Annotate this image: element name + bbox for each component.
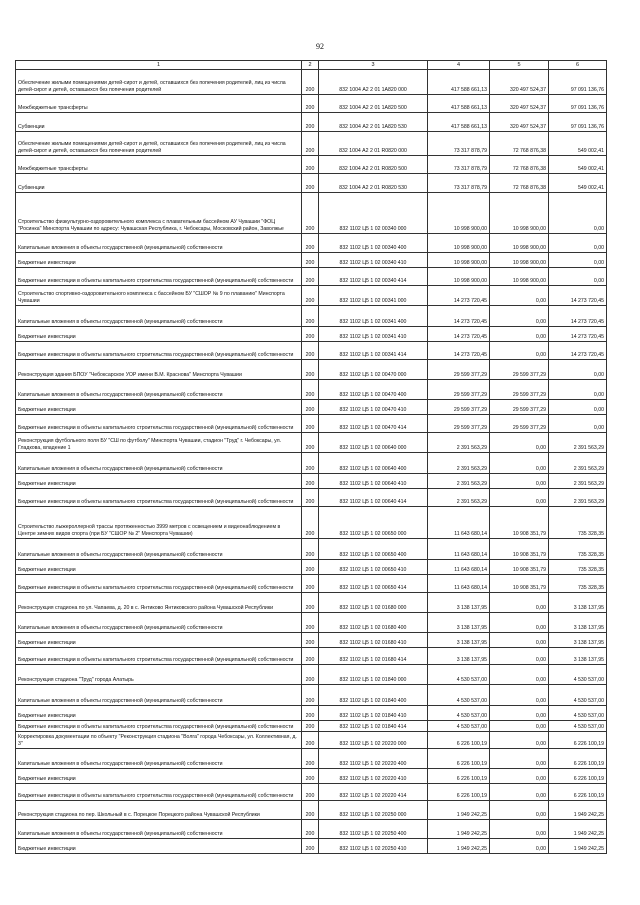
row-value-assigned: 2 391 563,29: [428, 474, 490, 489]
budget-classification-code: 832 1004 А2 2 01 R0820 000: [319, 132, 428, 156]
row-value-unexecuted: 735 328,35: [549, 575, 607, 593]
row-value-executed: 0,00: [490, 342, 549, 360]
row-code-cell: 200: [302, 769, 319, 784]
budget-classification-code: 832 1102 Ц5 1 02 01840 410: [319, 706, 428, 721]
table-row: [16, 400, 607, 415]
table-row: [16, 95, 607, 113]
row-value-executed: 0,00: [490, 839, 549, 854]
row-name-cell: Капитальные вложения в объекты государственной (муниципальной) собственности: [16, 234, 302, 253]
row-code-cell: 200: [302, 685, 319, 706]
row-name-cell: Обеспечение жилыми помещениями детей-сирот и детей, оставшихся без попечения родителей, лиц из числа детей-сирот и детей, оставшихся без попечения родителей: [16, 132, 302, 156]
row-code-cell: 200: [302, 95, 319, 113]
table-row: [16, 342, 607, 360]
row-value-unexecuted: 97 091 136,76: [549, 113, 607, 132]
row-value-unexecuted: 549 002,41: [549, 156, 607, 174]
column-number: 3: [319, 61, 428, 70]
row-name-cell: Бюджетные инвестиции: [16, 769, 302, 784]
row-code-cell: 200: [302, 648, 319, 665]
row-name-cell: Капитальные вложения в объекты государственной (муниципальной) собственности: [16, 380, 302, 400]
row-value-assigned: 2 391 563,29: [428, 453, 490, 474]
row-value-executed: 0,00: [490, 474, 549, 489]
row-value-executed: 0,00: [490, 453, 549, 474]
column-number: 1: [16, 61, 302, 70]
row-name-cell: Бюджетные инвестиции: [16, 253, 302, 268]
table-row: [16, 784, 607, 801]
table-row: [16, 234, 607, 253]
row-value-executed: 10 908 351,79: [490, 575, 549, 593]
row-value-unexecuted: 6 226 100,19: [549, 749, 607, 769]
row-value-assigned: 11 643 680,14: [428, 560, 490, 575]
row-value-executed: 0,00: [490, 820, 549, 839]
row-value-assigned: 10 998 900,00: [428, 234, 490, 253]
row-value-assigned: 29 599 377,29: [428, 415, 490, 433]
row-value-executed: 0,00: [490, 327, 549, 342]
table-row: [16, 70, 607, 95]
row-code-cell: 200: [302, 784, 319, 801]
row-code-cell: 200: [302, 174, 319, 193]
row-code-cell: 200: [302, 132, 319, 156]
budget-classification-code: 832 1102 Ц5 1 02 01840 400: [319, 685, 428, 706]
row-name-cell: Реконструкция стадиона по ул. Чапаева, д. 20 в с. Янтиково Янтиковского района Чувашской Республики: [16, 593, 302, 613]
row-value-executed: 29 599 377,29: [490, 360, 549, 380]
budget-classification-code: 832 1102 Ц5 1 02 00640 410: [319, 474, 428, 489]
row-name-cell: Строительство спортивно-оздоровительного комплекса с бассейном БУ "СШОР № 9 по плаванию" Минспорта Чувашии: [16, 286, 302, 306]
budget-classification-code: 832 1102 Ц5 1 02 00640 000: [319, 433, 428, 453]
column-number: 5: [490, 61, 549, 70]
row-value-executed: 72 768 876,38: [490, 156, 549, 174]
row-value-unexecuted: 549 002,41: [549, 132, 607, 156]
row-value-executed: 10 908 351,79: [490, 560, 549, 575]
table-row: [16, 286, 607, 306]
row-name-cell: Бюджетные инвестиции в объекты капитального строительства государственной (муниципальной) собственности: [16, 489, 302, 507]
budget-classification-code: 832 1102 Ц5 1 02 00340 400: [319, 234, 428, 253]
row-value-assigned: 3 138 137,95: [428, 648, 490, 665]
row-name-cell: Реконструкция здания БПОУ "Чебоксарское УОР имени В.М. Краснова" Минспорта Чувашии: [16, 360, 302, 380]
row-value-assigned: 6 226 100,19: [428, 769, 490, 784]
table-row: [16, 113, 607, 132]
table-row: [16, 489, 607, 507]
row-name-cell: Бюджетные инвестиции в объекты капитального строительства государственной (муниципальной) собственности: [16, 648, 302, 665]
budget-classification-code: 832 1102 Ц5 1 02 20250 000: [319, 801, 428, 820]
row-code-cell: 200: [302, 400, 319, 415]
row-name-cell: Бюджетные инвестиции: [16, 839, 302, 854]
row-value-assigned: 4 530 537,00: [428, 721, 490, 732]
row-value-executed: 0,00: [490, 749, 549, 769]
row-code-cell: 200: [302, 327, 319, 342]
row-value-executed: 10 998 900,00: [490, 253, 549, 268]
row-value-unexecuted: 735 328,35: [549, 507, 607, 539]
row-code-cell: 200: [302, 234, 319, 253]
table-row: [16, 575, 607, 593]
row-value-assigned: 73 317 878,79: [428, 132, 490, 156]
row-value-executed: 29 599 377,29: [490, 380, 549, 400]
row-value-executed: 0,00: [490, 706, 549, 721]
row-value-unexecuted: 1 949 242,25: [549, 839, 607, 854]
row-value-assigned: 4 530 537,00: [428, 665, 490, 685]
budget-classification-code: 832 1004 А2 2 01 1А820 000: [319, 70, 428, 95]
row-value-unexecuted: 0,00: [549, 234, 607, 253]
budget-classification-code: 832 1102 Ц5 1 02 20220 000: [319, 732, 428, 749]
row-code-cell: 200: [302, 474, 319, 489]
row-name-cell: Капитальные вложения в объекты государственной (муниципальной) собственности: [16, 820, 302, 839]
row-value-executed: 320 497 524,37: [490, 113, 549, 132]
row-value-assigned: 29 599 377,29: [428, 380, 490, 400]
row-value-assigned: 29 599 377,29: [428, 360, 490, 380]
column-number: 6: [549, 61, 607, 70]
row-value-assigned: 417 588 661,13: [428, 70, 490, 95]
row-name-cell: Реконструкция стадиона "Труд" города Алатырь: [16, 665, 302, 685]
budget-classification-code: 832 1102 Ц5 1 02 00470 000: [319, 360, 428, 380]
row-value-executed: 10 998 900,00: [490, 268, 549, 286]
row-code-cell: 200: [302, 706, 319, 721]
row-name-cell: Реконструкция стадиона по пер. Школьный в с. Порецкое Порецкого района Чувашской Республики: [16, 801, 302, 820]
row-name-cell: Бюджетные инвестиции: [16, 400, 302, 415]
row-value-unexecuted: 6 226 100,19: [549, 732, 607, 749]
row-value-unexecuted: 3 138 137,95: [549, 593, 607, 613]
row-value-unexecuted: 735 328,35: [549, 539, 607, 560]
row-name-cell: Капитальные вложения в объекты государственной (муниципальной) собственности: [16, 539, 302, 560]
row-value-executed: 0,00: [490, 593, 549, 613]
row-name-cell: Межбюджетные трансферты: [16, 95, 302, 113]
column-number: 2: [302, 61, 319, 70]
budget-classification-code: 832 1102 Ц5 1 02 00341 414: [319, 342, 428, 360]
row-name-cell: Бюджетные инвестиции: [16, 327, 302, 342]
row-name-cell: Обеспечение жилыми помещениями детей-сирот и детей, оставшихся без попечения родителей, лиц из числа детей-сирот и детей, оставшихся без попечения родителей: [16, 70, 302, 95]
row-value-unexecuted: 0,00: [549, 415, 607, 433]
budget-classification-code: 832 1102 Ц5 1 02 20250 410: [319, 839, 428, 854]
row-value-assigned: 14 273 720,45: [428, 327, 490, 342]
row-name-cell: Капитальные вложения в объекты государственной (муниципальной) собственности: [16, 453, 302, 474]
budget-classification-code: 832 1102 Ц5 1 02 00650 400: [319, 539, 428, 560]
budget-classification-code: 832 1102 Ц5 1 02 01680 400: [319, 613, 428, 633]
table-row: [16, 193, 607, 234]
row-name-cell: Бюджетные инвестиции в объекты капитального строительства государственной (муниципальной) собственности: [16, 784, 302, 801]
budget-classification-code: 832 1102 Ц5 1 02 00650 410: [319, 560, 428, 575]
row-value-unexecuted: 14 273 720,45: [549, 327, 607, 342]
row-code-cell: 200: [302, 433, 319, 453]
row-code-cell: 200: [302, 268, 319, 286]
budget-classification-code: 832 1102 Ц5 1 02 00340 414: [319, 268, 428, 286]
row-value-assigned: 14 273 720,45: [428, 286, 490, 306]
row-value-unexecuted: 14 273 720,45: [549, 342, 607, 360]
row-value-assigned: 29 599 377,29: [428, 400, 490, 415]
table-row: [16, 453, 607, 474]
row-value-unexecuted: 14 273 720,45: [549, 306, 607, 327]
budget-classification-code: 832 1102 Ц5 1 02 20220 400: [319, 749, 428, 769]
budget-classification-code: 832 1102 Ц5 1 02 01840 414: [319, 721, 428, 732]
row-name-cell: Капитальные вложения в объекты государственной (муниципальной) собственности: [16, 306, 302, 327]
table-row: [16, 474, 607, 489]
row-value-executed: 0,00: [490, 648, 549, 665]
row-code-cell: 200: [302, 453, 319, 474]
table-row: [16, 174, 607, 193]
row-value-unexecuted: 2 391 563,29: [549, 453, 607, 474]
row-value-assigned: 11 643 680,14: [428, 575, 490, 593]
row-value-unexecuted: 4 530 537,00: [549, 721, 607, 732]
row-value-unexecuted: 2 391 563,29: [549, 474, 607, 489]
row-code-cell: 200: [302, 633, 319, 648]
budget-classification-code: 832 1102 Ц5 1 02 20250 400: [319, 820, 428, 839]
row-value-assigned: 10 998 900,00: [428, 253, 490, 268]
row-code-cell: 200: [302, 801, 319, 820]
row-name-cell: Субвенции: [16, 113, 302, 132]
row-value-assigned: 10 998 900,00: [428, 193, 490, 234]
row-value-assigned: 14 273 720,45: [428, 306, 490, 327]
row-value-assigned: 2 391 563,29: [428, 433, 490, 453]
budget-classification-code: 832 1102 Ц5 1 02 01680 410: [319, 633, 428, 648]
row-value-executed: 0,00: [490, 784, 549, 801]
budget-classification-code: 832 1004 А2 2 01 1А820 500: [319, 95, 428, 113]
table-row: [16, 560, 607, 575]
column-number: 4: [428, 61, 490, 70]
row-value-executed: 29 599 377,29: [490, 400, 549, 415]
row-value-assigned: 3 138 137,95: [428, 633, 490, 648]
row-value-unexecuted: 0,00: [549, 360, 607, 380]
budget-classification-code: 832 1102 Ц5 1 02 00341 410: [319, 327, 428, 342]
row-code-cell: 200: [302, 665, 319, 685]
row-value-assigned: 73 317 878,79: [428, 174, 490, 193]
row-code-cell: 200: [302, 820, 319, 839]
row-value-unexecuted: 0,00: [549, 253, 607, 268]
row-value-executed: 0,00: [490, 801, 549, 820]
row-value-assigned: 1 949 242,25: [428, 820, 490, 839]
row-name-cell: Бюджетные инвестиции: [16, 560, 302, 575]
table-header-row: [16, 61, 607, 70]
table-row: [16, 801, 607, 820]
budget-classification-code: 832 1102 Ц5 1 02 00640 400: [319, 453, 428, 474]
budget-table: [15, 60, 607, 854]
row-value-unexecuted: 3 138 137,95: [549, 648, 607, 665]
table-row: [16, 268, 607, 286]
row-code-cell: 200: [302, 360, 319, 380]
budget-classification-code: 832 1102 Ц5 1 02 00640 414: [319, 489, 428, 507]
row-code-cell: 200: [302, 193, 319, 234]
row-code-cell: 200: [302, 839, 319, 854]
row-value-unexecuted: 549 002,41: [549, 174, 607, 193]
table-row: [16, 253, 607, 268]
row-value-executed: 0,00: [490, 633, 549, 648]
table-row: [16, 507, 607, 539]
budget-classification-code: 832 1004 А2 2 01 R0820 500: [319, 156, 428, 174]
budget-classification-code: 832 1102 Ц5 1 02 01680 414: [319, 648, 428, 665]
row-value-unexecuted: 0,00: [549, 380, 607, 400]
budget-classification-code: 832 1102 Ц5 1 02 20220 410: [319, 769, 428, 784]
table-row: [16, 539, 607, 560]
budget-classification-code: 832 1102 Ц5 1 02 00340 410: [319, 253, 428, 268]
row-value-assigned: 2 391 563,29: [428, 489, 490, 507]
row-value-unexecuted: 4 530 537,00: [549, 706, 607, 721]
budget-classification-code: 832 1102 Ц5 1 02 00650 414: [319, 575, 428, 593]
table-row: [16, 380, 607, 400]
table-row: [16, 306, 607, 327]
row-code-cell: 200: [302, 380, 319, 400]
row-code-cell: 200: [302, 70, 319, 95]
row-value-unexecuted: 0,00: [549, 268, 607, 286]
row-value-unexecuted: 97 091 136,76: [549, 95, 607, 113]
row-value-unexecuted: 14 273 720,45: [549, 286, 607, 306]
row-value-assigned: 6 226 100,19: [428, 749, 490, 769]
row-value-executed: 0,00: [490, 306, 549, 327]
row-value-unexecuted: 0,00: [549, 193, 607, 234]
budget-classification-code: 832 1102 Ц5 1 02 00341 000: [319, 286, 428, 306]
row-name-cell: Строительство лыжероллерной трассы протяженностью 3999 метров с освещением и видеонаблюдением в Центре зимних видов спорта (при БУ "СШОР № 2" Минспорта Чувашии): [16, 507, 302, 539]
row-value-unexecuted: 6 226 100,19: [549, 784, 607, 801]
row-value-unexecuted: 4 530 537,00: [549, 685, 607, 706]
table-row: [16, 613, 607, 633]
budget-classification-code: 832 1102 Ц5 1 02 00340 000: [319, 193, 428, 234]
table-row: [16, 749, 607, 769]
row-name-cell: Бюджетные инвестиции: [16, 706, 302, 721]
row-name-cell: Капитальные вложения в объекты государственной (муниципальной) собственности: [16, 613, 302, 633]
row-value-executed: 0,00: [490, 433, 549, 453]
table-row: [16, 769, 607, 784]
row-code-cell: 200: [302, 286, 319, 306]
row-code-cell: 200: [302, 613, 319, 633]
row-code-cell: 200: [302, 593, 319, 613]
table-row: [16, 415, 607, 433]
row-value-assigned: 11 643 680,14: [428, 539, 490, 560]
row-name-cell: Бюджетные инвестиции в объекты капитального строительства государственной (муниципальной) собственности: [16, 575, 302, 593]
table-row: [16, 839, 607, 854]
table-row: [16, 820, 607, 839]
row-value-executed: 10 998 900,00: [490, 234, 549, 253]
row-value-assigned: 73 317 878,79: [428, 156, 490, 174]
row-value-executed: 0,00: [490, 732, 549, 749]
table-row: [16, 593, 607, 613]
row-code-cell: 200: [302, 113, 319, 132]
row-value-assigned: 10 998 900,00: [428, 268, 490, 286]
budget-classification-code: 832 1102 Ц5 1 02 00470 414: [319, 415, 428, 433]
row-value-unexecuted: 97 091 136,76: [549, 70, 607, 95]
row-value-assigned: 14 273 720,45: [428, 342, 490, 360]
row-value-unexecuted: 735 328,35: [549, 560, 607, 575]
row-name-cell: Бюджетные инвестиции в объекты капитального строительства государственной (муниципальной) собственности: [16, 721, 302, 732]
row-code-cell: 200: [302, 306, 319, 327]
row-value-executed: 0,00: [490, 665, 549, 685]
table-row: [16, 132, 607, 156]
row-name-cell: Бюджетные инвестиции: [16, 474, 302, 489]
budget-classification-code: 832 1102 Ц5 1 02 20220 414: [319, 784, 428, 801]
row-name-cell: Межбюджетные трансферты: [16, 156, 302, 174]
table-row: [16, 721, 607, 732]
row-name-cell: Субвенции: [16, 174, 302, 193]
table-row: [16, 665, 607, 685]
budget-classification-code: 832 1102 Ц5 1 02 00470 410: [319, 400, 428, 415]
row-code-cell: 200: [302, 156, 319, 174]
row-value-unexecuted: 3 138 137,95: [549, 633, 607, 648]
row-code-cell: 200: [302, 721, 319, 732]
row-value-assigned: 3 138 137,95: [428, 613, 490, 633]
row-value-executed: 10 908 351,79: [490, 539, 549, 560]
row-value-executed: 10 998 900,00: [490, 193, 549, 234]
row-code-cell: 200: [302, 489, 319, 507]
row-value-assigned: 6 226 100,19: [428, 732, 490, 749]
budget-classification-code: 832 1004 А2 2 01 R0820 530: [319, 174, 428, 193]
row-value-executed: 0,00: [490, 613, 549, 633]
row-value-executed: 72 768 876,38: [490, 132, 549, 156]
row-value-assigned: 417 588 661,13: [428, 113, 490, 132]
budget-classification-code: 832 1004 А2 2 01 1А820 530: [319, 113, 428, 132]
row-value-executed: 10 908 351,79: [490, 507, 549, 539]
row-name-cell: Строительство физкультурно-оздоровительного комплекса с плавательным бассейном АУ Чувашии "ФОЦ "Росинка" Минспорта Чувашии по адресу: Чувашская Республика, г. Чебоксары, Московский район, Заволжье: [16, 193, 302, 234]
row-name-cell: Реконструкция футбольного поля БУ "СШ по футболу" Минспорта Чувашии, стадион "Труд" г. Чебоксары, ул. Гладкова, владение 1: [16, 433, 302, 453]
budget-classification-code: 832 1102 Ц5 1 02 00650 000: [319, 507, 428, 539]
row-code-cell: 200: [302, 253, 319, 268]
row-code-cell: 200: [302, 539, 319, 560]
page-number: 92: [316, 42, 324, 51]
row-value-unexecuted: 2 391 563,29: [549, 433, 607, 453]
table-row: [16, 156, 607, 174]
row-value-unexecuted: 3 138 137,95: [549, 613, 607, 633]
row-value-executed: 0,00: [490, 286, 549, 306]
row-name-cell: Корректировка документации по объекту "Реконструкция стадиона "Волга" города Чебоксары, ул. Коллективная, д. 3": [16, 732, 302, 749]
row-value-assigned: 11 643 680,14: [428, 507, 490, 539]
row-code-cell: 200: [302, 749, 319, 769]
row-name-cell: Капитальные вложения в объекты государственной (муниципальной) собственности: [16, 685, 302, 706]
row-value-unexecuted: 6 226 100,19: [549, 769, 607, 784]
row-name-cell: Бюджетные инвестиции в объекты капитального строительства государственной (муниципальной) собственности: [16, 342, 302, 360]
table-row: [16, 685, 607, 706]
budget-classification-code: 832 1102 Ц5 1 02 00470 400: [319, 380, 428, 400]
row-code-cell: 200: [302, 415, 319, 433]
row-value-executed: 0,00: [490, 489, 549, 507]
row-value-assigned: 4 530 537,00: [428, 685, 490, 706]
row-value-unexecuted: 0,00: [549, 400, 607, 415]
table-row: [16, 706, 607, 721]
table-row: [16, 433, 607, 453]
row-value-executed: 320 497 524,37: [490, 95, 549, 113]
row-name-cell: Капитальные вложения в объекты государственной (муниципальной) собственности: [16, 749, 302, 769]
row-value-assigned: 1 949 242,25: [428, 839, 490, 854]
row-value-executed: 29 599 377,29: [490, 415, 549, 433]
table-row: [16, 633, 607, 648]
table-row: [16, 648, 607, 665]
table-row: [16, 360, 607, 380]
row-name-cell: Бюджетные инвестиции: [16, 633, 302, 648]
row-value-assigned: 3 138 137,95: [428, 593, 490, 613]
row-value-executed: 0,00: [490, 685, 549, 706]
row-code-cell: 200: [302, 575, 319, 593]
row-value-unexecuted: 4 530 537,00: [549, 665, 607, 685]
row-name-cell: Бюджетные инвестиции в объекты капитального строительства государственной (муниципальной) собственности: [16, 415, 302, 433]
row-value-assigned: 1 949 242,25: [428, 801, 490, 820]
row-code-cell: 200: [302, 732, 319, 749]
table-row: [16, 732, 607, 749]
budget-classification-code: 832 1102 Ц5 1 02 01680 000: [319, 593, 428, 613]
row-code-cell: 200: [302, 560, 319, 575]
row-name-cell: Бюджетные инвестиции в объекты капитального строительства государственной (муниципальной) собственности: [16, 268, 302, 286]
row-value-unexecuted: 2 391 563,29: [549, 489, 607, 507]
row-value-assigned: 6 226 100,19: [428, 784, 490, 801]
row-value-assigned: 417 588 661,13: [428, 95, 490, 113]
row-value-executed: 72 768 876,38: [490, 174, 549, 193]
budget-classification-code: 832 1102 Ц5 1 02 00341 400: [319, 306, 428, 327]
row-code-cell: 200: [302, 507, 319, 539]
row-value-unexecuted: 1 949 242,25: [549, 801, 607, 820]
table-row: [16, 327, 607, 342]
row-value-assigned: 4 530 537,00: [428, 706, 490, 721]
row-code-cell: 200: [302, 342, 319, 360]
budget-classification-code: 832 1102 Ц5 1 02 01840 000: [319, 665, 428, 685]
row-value-executed: 320 497 524,37: [490, 70, 549, 95]
row-value-executed: 0,00: [490, 769, 549, 784]
row-value-unexecuted: 1 949 242,25: [549, 820, 607, 839]
row-value-executed: 0,00: [490, 721, 549, 732]
